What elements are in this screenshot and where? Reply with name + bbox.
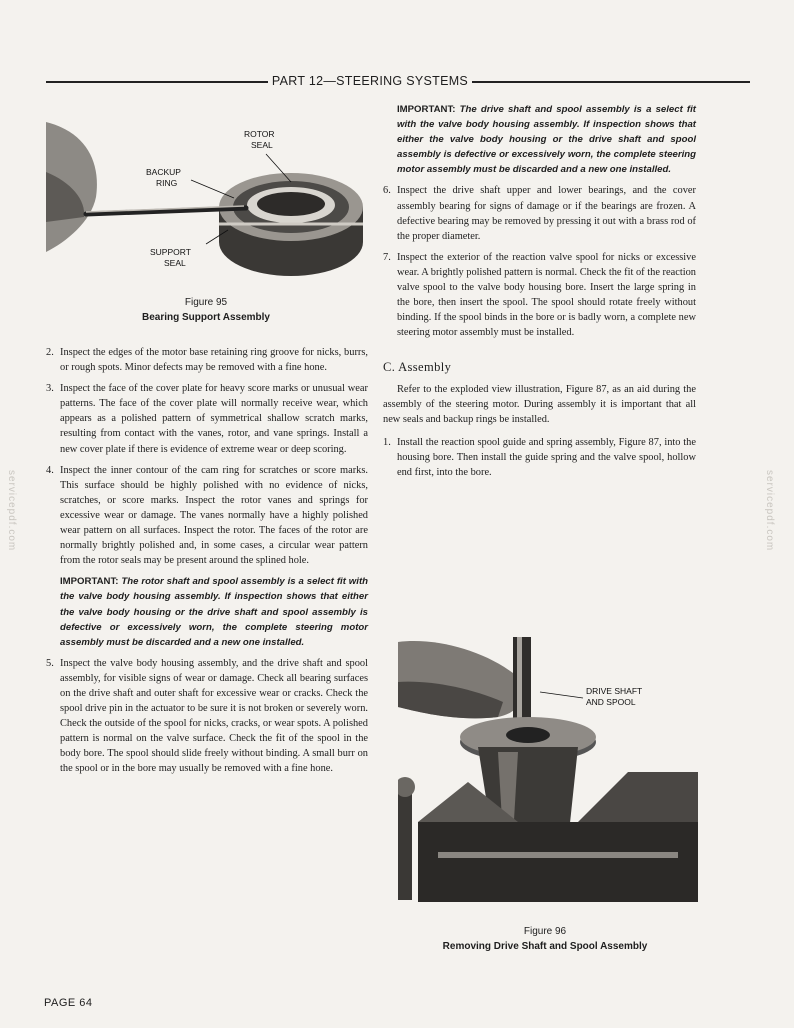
list-item-text: Inspect the exterior of the reaction valve spool for nicks or excessive wear. A brightly polished pattern is normal. Check the fit of the reaction valve spool to the valve body housing bore. Insert the large spring in the bore, then insert the spool. The spool should rotate freely without binding. If the spool binds in the bore or is badly worn, a complete new steering motor assembly must be installed. (397, 251, 696, 339)
list-item-text: Inspect the drive shaft upper and lower bearings, and the cover assembly bearing for signs of damage or if the bearings are frozen. A defective bearing may be removed by pressing it out with a brass rod of the proper diameter. (397, 185, 696, 242)
backup-ring-label-1: BACKUP (146, 167, 181, 177)
list-item-text: Inspect the edges of the motor base retaining ring groove for nicks, burrs, or rough spots. Minor defects may be removed with a fine hone. (60, 347, 368, 374)
list-item: 2. Inspect the edges of the motor base retaining ring groove for nicks, burrs, or rough spots. Minor defects may be removed with a fine hone. (46, 347, 368, 374)
list-item-text: Install the reaction spool guide and spring assembly, Figure 87, into the housing bore. Then install the guide spring and the valve spool, hollow end first, into the bore. (397, 436, 696, 478)
list-item: 4. Inspect the inner contour of the cam ring for scratches or score marks. This surface should be highly polished with no evidence of nicks, scratches, or score marks. Inspect the rotor vanes and springs for excessive wear or damage. The vanes normally have a highly polished wear pattern on all surfaces. Inspect the rotor. The faces of the rotor are normally brightly polished and, in some cases, a circular wear pattern from the rotor seals may be present around the splined hole. (46, 464, 368, 567)
backup-ring-label-2: RING (156, 178, 178, 188)
support-seal-label-1: SUPPORT (150, 247, 191, 257)
page-header-title: PART 12—STEERING SYSTEMS (271, 74, 469, 88)
header-rule-right (472, 81, 750, 83)
watermark-right: servicepdf.com (764, 470, 775, 552)
figure-96-number: Figure 96 (523, 926, 567, 937)
drive-shaft-label-1: DRIVE SHAFT (586, 686, 643, 696)
left-column (46, 345, 368, 783)
list-item-text: Inspect the inner contour of the cam ring for scratches or score marks. This surface should be highly polished with no evidence of nicks, scratches, or score marks. Inspect the rotor vanes and springs for excessive wear or damage. The vanes normally have a highly polished wear pattern on all surfaces. Inspect the rotor. The faces of the rotor are normally brightly polished and, in some cases, a circular wear pattern from the rotor seals may be present around the splined hole. (60, 464, 368, 567)
section-heading-assembly: C. Assembly (383, 360, 452, 375)
header-rule-left (46, 81, 268, 83)
rotor-seal-label-2: SEAL (251, 140, 273, 150)
drive-shaft-label-2: AND SPOOL (586, 697, 636, 707)
support-seal-label-2: SEAL (164, 258, 186, 268)
rotor-seal-label-1: ROTOR (244, 129, 275, 139)
important-label: IMPORTANT: (397, 104, 456, 115)
list-item-text: Inspect the face of the cover plate for heavy score marks or unusual wear patterns. The face of the cover plate will normally receive wear, which appears as a polished pattern of symmetrical shallow scratch marks, resulting from contact with the vanes, rotor, and vane springs. Install a new cover plate if there is evidence of extreme wear or deep scoring. (60, 383, 368, 455)
figure-96-caption (400, 924, 690, 954)
list-item: 6. Inspect the drive shaft upper and lower bearings, and the cover assembly bearing for signs of damage or if the bearings are frozen. A defective bearing may be removed by pressing it out with a brass rod of the proper diameter. (383, 185, 696, 242)
figure-96-title: Removing Drive Shaft and Spool Assembly (442, 941, 648, 952)
figure-96-drive-shaft-image (398, 622, 698, 922)
assembly-intro: Refer to the exploded view illustration, Figure 87, as an aid during the assembly of the steering motor. During assembly it is important that all new seals and backup rings be installed. (383, 383, 696, 425)
right-column (383, 102, 696, 486)
page-number: PAGE 64 (44, 997, 93, 1009)
figure-95-number: Figure 95 (184, 297, 228, 308)
important-text: The rotor shaft and spool assembly is a select fit with the valve body housing assembly. If inspection shows that either the valve body housing or the drive shaft and spool assembly is defective or excessively worn, the complete steering motor assembly must be discarded and a new one installed. (60, 576, 368, 648)
figure-95-title: Bearing Support Assembly (142, 312, 270, 323)
watermark-left: servicepdf.com (6, 470, 17, 552)
figure-95-caption (96, 295, 316, 325)
important-text: The drive shaft and spool assembly is a select fit with the valve body housing assembly. If inspection shows that either the valve body housing or the drive shaft and spool assembly is defective or excessively worn, the complete steering motor assembly must be discarded and a new one installed. (397, 104, 696, 176)
important-label: IMPORTANT: (60, 576, 119, 588)
list-item: 3. Inspect the face of the cover plate for heavy score marks or unusual wear patterns. The face of the cover plate will normally receive wear, which appears as a polished pattern of symmetrical shallow scratch marks, resulting from contact with the vanes, rotor, and vane springs. Install a new cover plate if there is evidence of extreme wear or deep scoring. (46, 383, 368, 455)
important-note-right (397, 102, 696, 177)
list-item-text: Inspect the valve body housing assembly, and the drive shaft and spool assembly, for visible signs of wear or damage. Check all bearing surfaces on the drive shaft and outer shaft for excessive wear or cracks. Check the spool drive pin in the actuator to be sure it is not broken or severely worn. Check the outside of the spool for nicks, cracks, or wear spots. A polished pattern is normal on the valve surface. Check the fit of the spool in the body bore. The spool should slide freely without binding. A small burr on the spool or in the bore may usually be removed with a fine hone. (60, 657, 368, 775)
list-item: 1. Install the reaction spool guide and spring assembly, Figure 87, into the housing bore. Then install the guide spring and the valve spool, hollow end first, into the bore. (383, 436, 696, 478)
list-item: 5. Inspect the valve body housing assembly, and the drive shaft and spool assembly, for visible signs of wear or damage. Check all bearing surfaces on the drive shaft and outer shaft for excessive wear or cracks. Check the spool drive pin in the actuator to be sure it is not broken or severely worn. Check the outside of the spool for nicks, cracks, or wear spots. A polished pattern is normal on the valve surface. Check the fit of the spool in the body bore. The spool should slide freely without binding. A small burr on the spool or in the bore may usually be removed with a fine hone. (46, 657, 368, 775)
figure-95-bearing-support-image (46, 112, 366, 287)
important-note-left (60, 574, 368, 649)
list-item: 7. Inspect the exterior of the reaction valve spool for nicks or excessive wear. A brightly polished pattern is normal. Check the fit of the reaction valve spool to the valve body housing bore. Insert the large spring in the bore, then insert the spool. The spool should rotate freely without binding. If the spool binds in the bore or is badly worn, a complete new steering motor assembly must be installed. (383, 251, 696, 339)
